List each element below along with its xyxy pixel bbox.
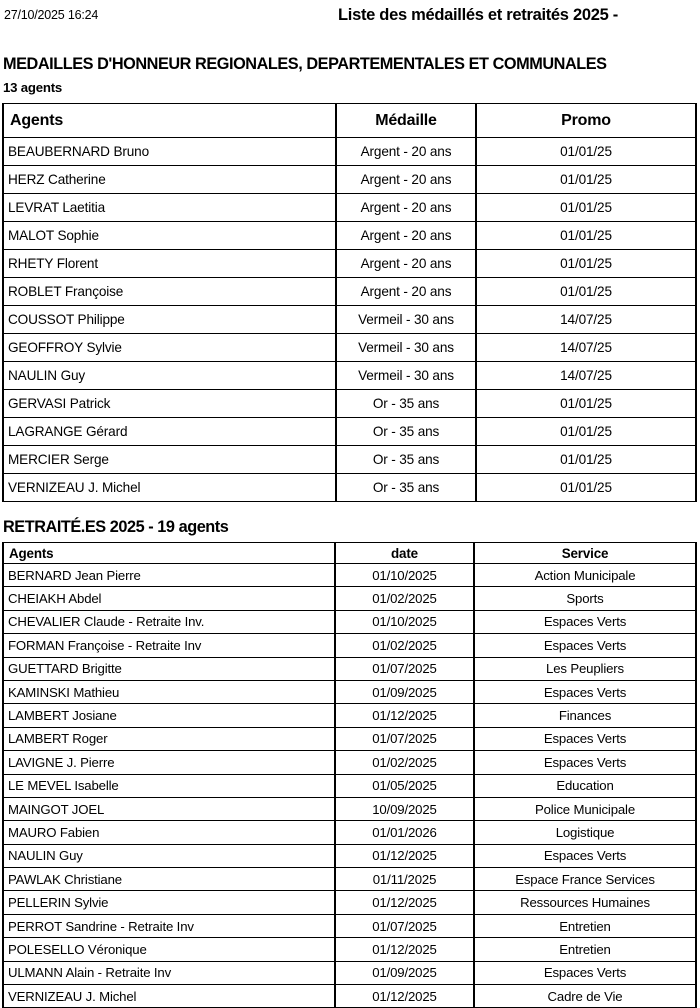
table-row (3, 961, 696, 984)
table-row (3, 914, 696, 937)
cell-date: 01/01/2026 (335, 821, 474, 844)
cell-promo: 01/01/25 (476, 138, 696, 166)
cell-agent-name: HERZ Catherine (3, 166, 336, 194)
cell-date: 01/02/2025 (335, 634, 474, 657)
cell-service: Espaces Verts (474, 610, 696, 633)
table-row (3, 751, 696, 774)
cell-promo: 01/01/25 (476, 474, 696, 502)
table-row (3, 680, 696, 703)
table-row (3, 564, 696, 587)
retraites-table (2, 542, 697, 1008)
cell-promo: 01/01/25 (476, 194, 696, 222)
cell-medaille: Or - 35 ans (336, 390, 476, 418)
cell-medaille: Argent - 20 ans (336, 278, 476, 306)
cell-service: Espaces Verts (474, 844, 696, 867)
table-row (3, 938, 696, 961)
table-row (3, 474, 696, 502)
cell-agent-name: RHETY Florent (3, 250, 336, 278)
cell-medaille: Vermeil - 30 ans (336, 334, 476, 362)
cell-service: Espaces Verts (474, 727, 696, 750)
table-row (3, 138, 696, 166)
cell-agent-name: NAULIN Guy (3, 362, 336, 390)
cell-date: 01/09/2025 (335, 961, 474, 984)
cell-date: 01/12/2025 (335, 844, 474, 867)
column-header-service: Service (474, 543, 696, 564)
cell-date: 01/10/2025 (335, 610, 474, 633)
cell-date: 01/07/2025 (335, 657, 474, 680)
table-row (3, 222, 696, 250)
table-row (3, 362, 696, 390)
cell-agent-name: LAMBERT Roger (3, 727, 335, 750)
cell-service: Entretien (474, 938, 696, 961)
table-row (3, 821, 696, 844)
cell-promo: 01/01/25 (476, 278, 696, 306)
cell-agent-name: ULMANN Alain - Retraite Inv (3, 961, 335, 984)
cell-agent-name: MAURO Fabien (3, 821, 335, 844)
cell-service: Ressources Humaines (474, 891, 696, 914)
cell-date: 01/10/2025 (335, 564, 474, 587)
cell-agent-name: KAMINSKI Mathieu (3, 680, 335, 703)
table-row (3, 868, 696, 891)
cell-promo: 01/01/25 (476, 166, 696, 194)
cell-agent-name: LE MEVEL Isabelle (3, 774, 335, 797)
cell-promo: 14/07/25 (476, 334, 696, 362)
column-header-promo: Promo (476, 104, 696, 138)
cell-agent-name: ROBLET Françoise (3, 278, 336, 306)
cell-service: Entretien (474, 914, 696, 937)
cell-promo: 14/07/25 (476, 306, 696, 334)
cell-agent-name: PERROT Sandrine - Retraite Inv (3, 914, 335, 937)
cell-promo: 01/01/25 (476, 390, 696, 418)
cell-service: Cadre de Vie (474, 985, 696, 1008)
cell-date: 01/11/2025 (335, 868, 474, 891)
table-row (3, 166, 696, 194)
cell-date: 01/02/2025 (335, 587, 474, 610)
cell-agent-name: VERNIZEAU J. Michel (3, 985, 335, 1008)
cell-service: Logistique (474, 821, 696, 844)
cell-medaille: Argent - 20 ans (336, 222, 476, 250)
cell-agent-name: BEAUBERNARD Bruno (3, 138, 336, 166)
cell-date: 01/12/2025 (335, 938, 474, 961)
cell-agent-name: BERNARD Jean Pierre (3, 564, 335, 587)
cell-promo: 01/01/25 (476, 222, 696, 250)
cell-agent-name: GUETTARD Brigitte (3, 657, 335, 680)
cell-agent-name: LEVRAT Laetitia (3, 194, 336, 222)
section-agent-count-medailles: 13 agents (3, 80, 63, 95)
cell-medaille: Argent - 20 ans (336, 138, 476, 166)
cell-agent-name: GEOFFROY Sylvie (3, 334, 336, 362)
cell-service: Espaces Verts (474, 680, 696, 703)
cell-agent-name: CHEVALIER Claude - Retraite Inv. (3, 610, 335, 633)
cell-service: Espaces Verts (474, 751, 696, 774)
table-row (3, 278, 696, 306)
document-title: Liste des médaillés et retraités 2025 - (338, 6, 618, 24)
table-header-row (3, 543, 696, 564)
column-header-date: date (335, 543, 474, 564)
cell-date: 10/09/2025 (335, 797, 474, 820)
table-row (3, 844, 696, 867)
table-row (3, 634, 696, 657)
table-row (3, 985, 696, 1008)
cell-medaille: Argent - 20 ans (336, 250, 476, 278)
column-header-agents: Agents (3, 104, 336, 138)
cell-date: 01/05/2025 (335, 774, 474, 797)
print-timestamp: 27/10/2025 16:24 (4, 8, 99, 22)
cell-agent-name: LAGRANGE Gérard (3, 418, 336, 446)
cell-service: Action Municipale (474, 564, 696, 587)
table-row (3, 390, 696, 418)
table-row (3, 194, 696, 222)
cell-service: Sports (474, 587, 696, 610)
cell-date: 01/12/2025 (335, 704, 474, 727)
cell-date: 01/02/2025 (335, 751, 474, 774)
table-row (3, 446, 696, 474)
cell-service: Espaces Verts (474, 961, 696, 984)
column-header-medaille: Médaille (336, 104, 476, 138)
cell-promo: 14/07/25 (476, 362, 696, 390)
cell-medaille: Or - 35 ans (336, 446, 476, 474)
cell-service: Education (474, 774, 696, 797)
cell-agent-name: VERNIZEAU J. Michel (3, 474, 336, 502)
page-running-head (0, 6, 700, 26)
cell-service: Espaces Verts (474, 634, 696, 657)
cell-agent-name: MAINGOT JOEL (3, 797, 335, 820)
table-row (3, 774, 696, 797)
cell-agent-name: NAULIN Guy (3, 844, 335, 867)
table-row (3, 418, 696, 446)
cell-agent-name: LAVIGNE J. Pierre (3, 751, 335, 774)
cell-service: Finances (474, 704, 696, 727)
cell-agent-name: GERVASI Patrick (3, 390, 336, 418)
cell-agent-name: FORMAN Françoise - Retraite Inv (3, 634, 335, 657)
cell-date: 01/12/2025 (335, 891, 474, 914)
table-row (3, 250, 696, 278)
table-row (3, 657, 696, 680)
cell-service: Espace France Services (474, 868, 696, 891)
cell-medaille: Argent - 20 ans (336, 194, 476, 222)
cell-agent-name: CHEIAKH Abdel (3, 587, 335, 610)
cell-medaille: Or - 35 ans (336, 418, 476, 446)
cell-agent-name: COUSSOT Philippe (3, 306, 336, 334)
cell-service: Les Peupliers (474, 657, 696, 680)
cell-date: 01/07/2025 (335, 914, 474, 937)
cell-agent-name: PAWLAK Christiane (3, 868, 335, 891)
cell-date: 01/09/2025 (335, 680, 474, 703)
table-row (3, 727, 696, 750)
table-row (3, 306, 696, 334)
medailles-table (2, 103, 697, 502)
table-row (3, 334, 696, 362)
cell-medaille: Argent - 20 ans (336, 166, 476, 194)
section-title-retraites: RETRAITÉ.ES 2025 - 19 agents (3, 518, 229, 536)
cell-medaille: Vermeil - 30 ans (336, 362, 476, 390)
table-row (3, 587, 696, 610)
cell-medaille: Or - 35 ans (336, 474, 476, 502)
cell-agent-name: POLESELLO Véronique (3, 938, 335, 961)
cell-date: 01/12/2025 (335, 985, 474, 1008)
table-row (3, 797, 696, 820)
table-row (3, 610, 696, 633)
cell-promo: 01/01/25 (476, 250, 696, 278)
cell-agent-name: MALOT Sophie (3, 222, 336, 250)
cell-date: 01/07/2025 (335, 727, 474, 750)
cell-promo: 01/01/25 (476, 418, 696, 446)
cell-agent-name: MERCIER Serge (3, 446, 336, 474)
table-row (3, 704, 696, 727)
cell-agent-name: LAMBERT Josiane (3, 704, 335, 727)
cell-medaille: Vermeil - 30 ans (336, 306, 476, 334)
table-header-row (3, 104, 696, 138)
cell-service: Police Municipale (474, 797, 696, 820)
section-title-medailles: MEDAILLES D'HONNEUR REGIONALES, DEPARTEMENTALES ET COMMUNALES (3, 55, 607, 73)
cell-agent-name: PELLERIN Sylvie (3, 891, 335, 914)
table-row (3, 891, 696, 914)
cell-promo: 01/01/25 (476, 446, 696, 474)
column-header-agents: Agents (3, 543, 335, 564)
